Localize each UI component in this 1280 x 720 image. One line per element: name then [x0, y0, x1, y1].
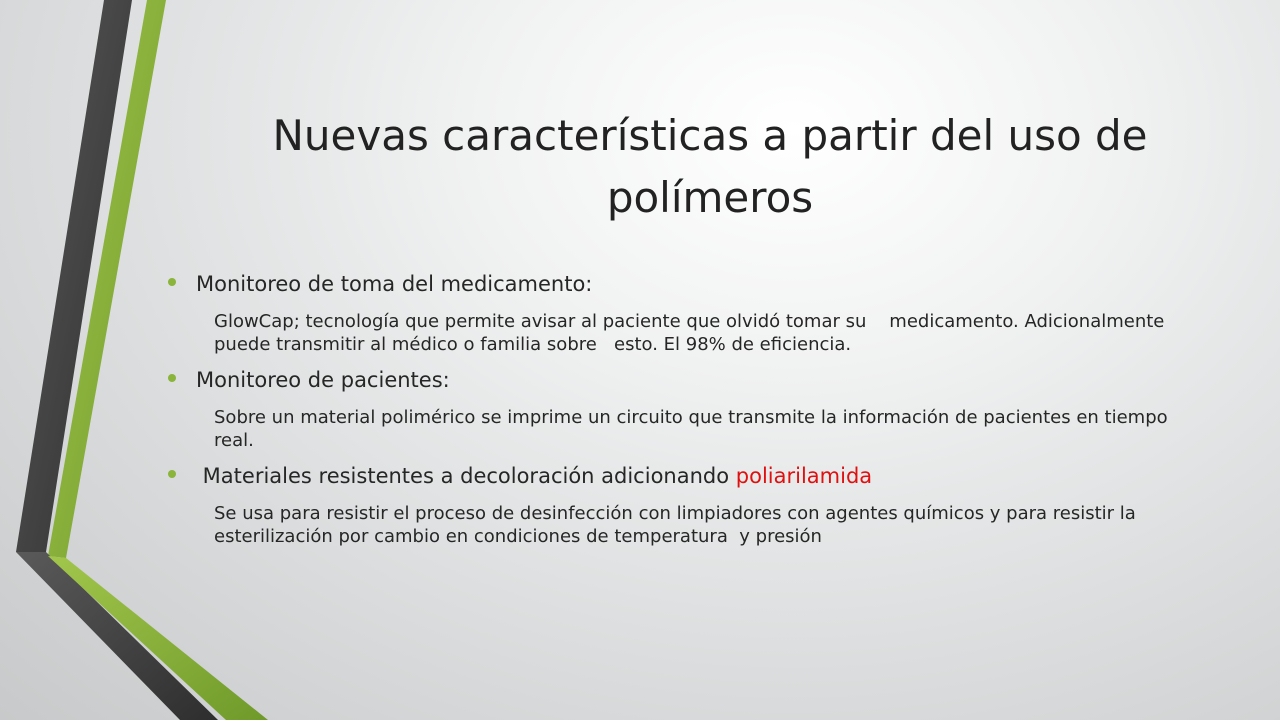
bullet-heading: Materiales resistentes a decoloración adicionando	[196, 464, 736, 488]
bullet-item	[160, 462, 1210, 548]
decor-dark-diagonal	[16, 552, 218, 720]
slide-content	[160, 262, 1210, 558]
bullet-dot	[168, 470, 176, 478]
bullet-heading-highlight: poliarilamida	[735, 464, 873, 488]
bullet-heading: Monitoreo de pacientes:	[196, 368, 450, 392]
bullet-detail: Se usa para resistir el proceso de desinfección con limpiadores con agentes químicos y para resistir la esterilización por cambio en condiciones de temperatura y presión	[214, 503, 1142, 547]
bullet-item	[160, 366, 1210, 452]
bullet-detail: Sobre un material polimérico se imprime un circuito que transmite la información de pacientes en tiempo real.	[214, 407, 1174, 451]
bullet-dot	[168, 278, 176, 286]
bullet-item	[160, 270, 1210, 356]
bullet-dot	[168, 374, 176, 382]
bullet-detail: GlowCap; tecnología que permite avisar al paciente que olvidó tomar su medicamento. Adicionalmente puede transmitir al médico o familia sobre esto. El 98% de eficiencia.	[214, 311, 1171, 355]
bullet-heading: Monitoreo de toma del medicamento:	[196, 272, 593, 296]
slide-title: Nuevas características a partir del uso de polímeros	[272, 111, 1148, 222]
